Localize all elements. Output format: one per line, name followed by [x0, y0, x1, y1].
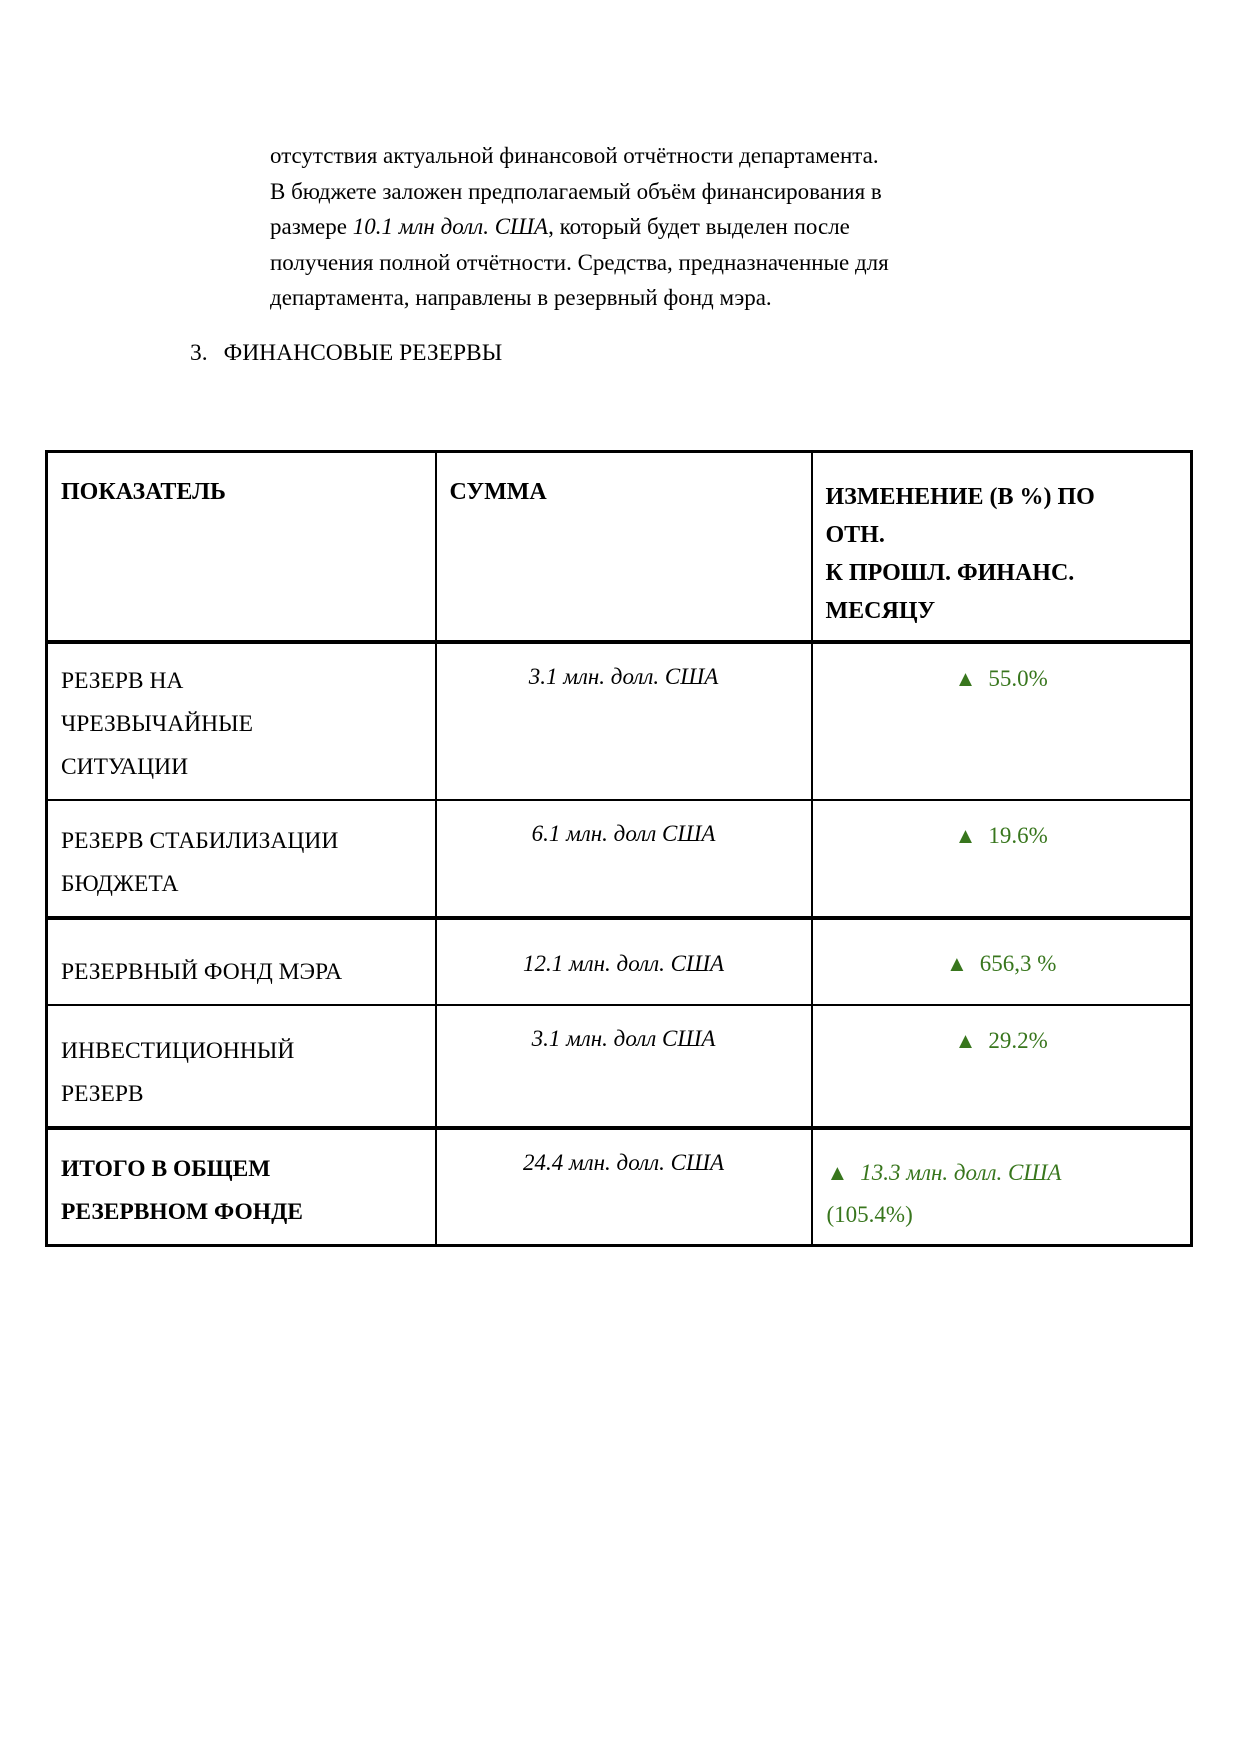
amount-cell: 24.4 млн. долл. США [436, 1128, 812, 1246]
up-triangle-icon: ▲ [946, 951, 968, 976]
table-row-1 [47, 642, 1192, 800]
text-run: В бюджете заложен предполагаемый объём финансирования в [270, 178, 882, 204]
column-header-change: ИЗМЕНЕНИЕ (В %) ПО ОТН. К ПРОШЛ. ФИНАНС. МЕСЯЦУ [812, 452, 1192, 642]
paragraph-line-2 [270, 174, 889, 210]
change-cell [812, 918, 1192, 1005]
paragraph-line-4 [270, 245, 889, 281]
italic-text-run: 10.1 млн долл. США [352, 214, 549, 239]
change-value: 55.0% [988, 665, 1048, 691]
column-header-amount: СУММА [436, 452, 812, 642]
heading-number: 3. [190, 340, 208, 366]
paragraph-line-3 [270, 209, 889, 245]
indicator-cell: ИТОГО В ОБЩЕМ РЕЗЕРВНОМ ФОНДЕ [47, 1128, 436, 1246]
paragraph-line-5 [270, 280, 889, 316]
text-run: отсутствия актуальной финансовой отчётности департамента. [270, 143, 879, 168]
heading-title: ФИНАНСОВЫЕ РЕЗЕРВЫ [223, 340, 503, 366]
financial-reserves-table [45, 450, 1193, 1247]
text-run: размере [270, 214, 353, 239]
indicator-cell: РЕЗЕРВ СТАБИЛИЗАЦИИ БЮДЖЕТА [47, 800, 436, 918]
amount-cell: 6.1 млн. долл США [436, 800, 812, 918]
indicator-cell: РЕЗЕРВ НА ЧРЕЗВЫЧАЙНЫЕ СИТУАЦИИ [47, 642, 436, 800]
up-triangle-icon: ▲ [954, 665, 977, 691]
section-heading [190, 340, 502, 367]
change-value: 29.2% [988, 1027, 1048, 1053]
text-run: , который будет выделен после [548, 214, 850, 239]
change-cell [812, 642, 1192, 800]
amount-cell: 12.1 млн. долл. США [436, 918, 812, 1005]
column-header-indicator: ПОКАЗАТЕЛЬ [47, 452, 436, 642]
amount-cell: 3.1 млн. долл. США [436, 642, 812, 800]
change-cell [812, 1005, 1192, 1128]
table-header-row [47, 452, 1192, 642]
change-value: 656,3 % [979, 951, 1057, 976]
up-triangle-icon: ▲ [826, 1160, 849, 1185]
change-cell [812, 1128, 1192, 1246]
up-triangle-icon: ▲ [954, 822, 977, 848]
change-percent: (105.4%) [826, 1202, 913, 1227]
amount-cell: 3.1 млн. долл США [436, 1005, 812, 1128]
up-triangle-icon: ▲ [954, 1027, 977, 1053]
table-row-5 [47, 1128, 1192, 1246]
text-run: департамента, направлены в резервный фонд мэра. [270, 285, 772, 310]
table-row-4 [47, 1005, 1192, 1128]
table-row-2 [47, 800, 1192, 918]
change-value: 13.3 млн. долл. США [860, 1160, 1062, 1185]
indicator-cell: РЕЗЕРВНЫЙ ФОНД МЭРА [47, 918, 436, 1005]
paragraph-line-1 [270, 138, 889, 174]
change-value: 19.6% [988, 822, 1048, 848]
table-row-3 [47, 918, 1192, 1005]
text-run: получения полной отчётности. Средства, предназначенные для [270, 249, 889, 275]
body-paragraph [270, 138, 889, 316]
change-cell [812, 800, 1192, 918]
indicator-cell: ИНВЕСТИЦИОННЫЙ РЕЗЕРВ [47, 1005, 436, 1128]
